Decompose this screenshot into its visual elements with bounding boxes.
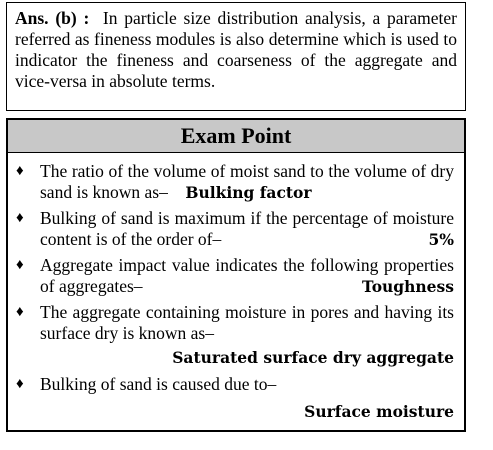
exam-point-item — [16, 302, 454, 368]
exam-point-item — [16, 374, 454, 430]
diamond-bullet-icon: ♦ — [16, 210, 24, 226]
exam-point-question: The ratio of the volume of moist sand to the volume of dry sand is known as– Bulking factor — [40, 161, 454, 202]
exam-point-title: Exam Point — [8, 120, 464, 153]
diamond-bullet-icon: ♦ — [16, 304, 24, 320]
exam-point-item — [16, 255, 454, 299]
exam-point-answer: Saturated surface dry aggregate — [172, 348, 454, 367]
diamond-bullet-icon: ♦ — [16, 163, 24, 179]
exam-point-box — [6, 118, 466, 432]
exam-point-question: Aggregate impact value indicates the following properties of aggregates– — [40, 255, 454, 296]
exam-point-answer: Toughness — [361, 277, 454, 296]
exam-point-question: Bulking of sand is maximum if the percentage of moisture content is of the order of– — [40, 208, 454, 249]
answer-text: In particle size distribution analysis, a parameter referred as fineness modules is also determine which is used to indicator the fineness and coarseness of the aggregate and vice-versa in absolute terms. — [15, 8, 458, 91]
exam-point-item — [16, 161, 454, 205]
exam-point-answer: 5% — [428, 230, 454, 249]
exam-point-question: The aggregate containing moisture in pores and having its surface dry is known as– — [40, 302, 454, 343]
diamond-bullet-icon: ♦ — [16, 257, 24, 273]
answer-label: Ans. (b) : — [15, 8, 90, 28]
diamond-bullet-icon: ♦ — [16, 376, 24, 392]
exam-point-item — [16, 208, 454, 252]
exam-point-answer: Surface moisture — [304, 402, 454, 421]
exam-point-answer: Bulking factor — [185, 183, 312, 202]
answer-box — [6, 2, 466, 111]
exam-point-question: Bulking of sand is caused due to– — [40, 374, 277, 394]
